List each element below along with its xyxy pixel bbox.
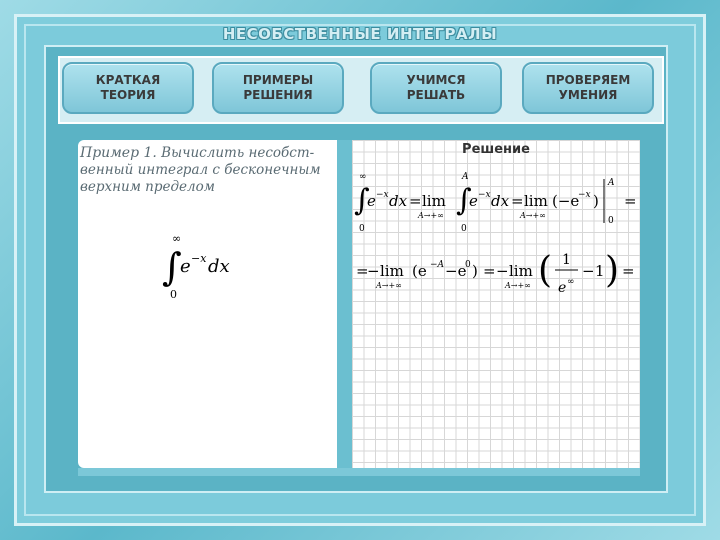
solution-formula-row-1	[352, 165, 640, 235]
sol2-eq-1: =	[356, 262, 369, 280]
nav-button-theory[interactable]: КРАТКАЯ ТЕОРИЯ	[62, 62, 194, 114]
sol2-lim-sub-1: A→+∞	[376, 281, 402, 290]
sol-upper-A: A	[462, 172, 469, 182]
example-text: Вычислить несобст-	[161, 145, 315, 161]
sol2-frac-den-exp: ∞	[567, 277, 575, 287]
sol-paren-close: )	[593, 192, 599, 210]
sol-paren-expr: (−e	[552, 192, 580, 210]
integrand-exponent: −x	[191, 252, 207, 265]
sol2-frac-den-e: e	[558, 280, 567, 296]
sol2-lim-1: lim	[380, 262, 404, 280]
sol-eq-2: =	[511, 192, 524, 210]
page-title: НЕСОБСТВЕННЫЕ ИНТЕГРАЛЫ	[222, 25, 498, 43]
sol-dx-2: dx	[491, 192, 510, 210]
sol2-exp-A: −A	[430, 260, 445, 270]
sol2-frac-num: 1	[562, 252, 571, 268]
bottom-strip	[78, 468, 640, 476]
example-integral	[150, 230, 270, 305]
sol-lower-zero-1: 0	[359, 224, 365, 234]
sol2-paren-close: )	[472, 262, 478, 280]
sol2-lim-sub-2: A→+∞	[505, 281, 531, 290]
sol-dx-1: dx	[389, 192, 408, 210]
sol-e-2: e	[469, 192, 478, 210]
sol-lim-2: lim	[524, 192, 548, 210]
sol2-exp-0: 0	[465, 260, 471, 270]
nav-button-learn[interactable]: УЧИМСЯ РЕШАТЬ	[370, 62, 502, 114]
sol2-paren-expr: (e	[412, 262, 427, 280]
sol2-eq-2: =	[483, 262, 496, 280]
sol2-minus-2: −	[496, 262, 509, 280]
sol-integral-sign-2: ∫	[456, 183, 472, 218]
example-statement	[80, 145, 342, 196]
sol-eq-3: =	[624, 192, 637, 210]
integral-sign: ∫	[162, 245, 182, 289]
sol2-one: 1	[595, 262, 605, 280]
sol2-minus-1: −	[367, 262, 380, 280]
sol2-lim-2: lim	[509, 262, 533, 280]
example-text-line3: верхним пределом	[80, 179, 215, 195]
sol-eq-1: =	[409, 192, 422, 210]
integral-lower-limit: 0	[170, 288, 177, 301]
nav-button-check[interactable]: ПРОВЕРЯЕМ УМЕНИЯ	[522, 62, 654, 114]
sol-lower-zero-2: 0	[461, 224, 467, 234]
sol-e-1: e	[367, 192, 376, 210]
sol-lim-1: lim	[422, 192, 446, 210]
sol2-minus-e0: −e	[445, 262, 467, 280]
solution-formula-row-2	[352, 238, 640, 300]
sol-exp-3: −x	[578, 190, 591, 200]
sol2-minus-3: −	[582, 262, 595, 280]
nav-button-examples[interactable]: ПРИМЕРЫ РЕШЕНИЯ	[212, 62, 344, 114]
sol-lim-sub-2: A→+∞	[520, 211, 546, 220]
sol-eval-upper: A	[608, 178, 615, 188]
sol-integral-sign-1: ∫	[354, 183, 370, 218]
sol2-big-paren-close: )	[605, 250, 620, 291]
example-number: Пример 1.	[80, 145, 157, 161]
solution-label: Решение	[462, 142, 530, 157]
sol-exp-1: −x	[376, 190, 389, 200]
sol-eval-lower: 0	[608, 216, 614, 226]
sol2-big-paren-open: (	[538, 250, 553, 291]
sol-lim-sub-1: A→+∞	[418, 211, 444, 220]
example-text-line2: венный интеграл с бесконечным	[80, 162, 321, 178]
integral-upper-limit: ∞	[172, 232, 182, 245]
integrand-dx: dx	[208, 256, 230, 277]
sol2-eq-3: =	[622, 262, 635, 280]
sol-exp-2: −x	[478, 190, 491, 200]
integrand-base: e	[180, 256, 191, 277]
sol-upper-inf: ∞	[359, 172, 367, 182]
